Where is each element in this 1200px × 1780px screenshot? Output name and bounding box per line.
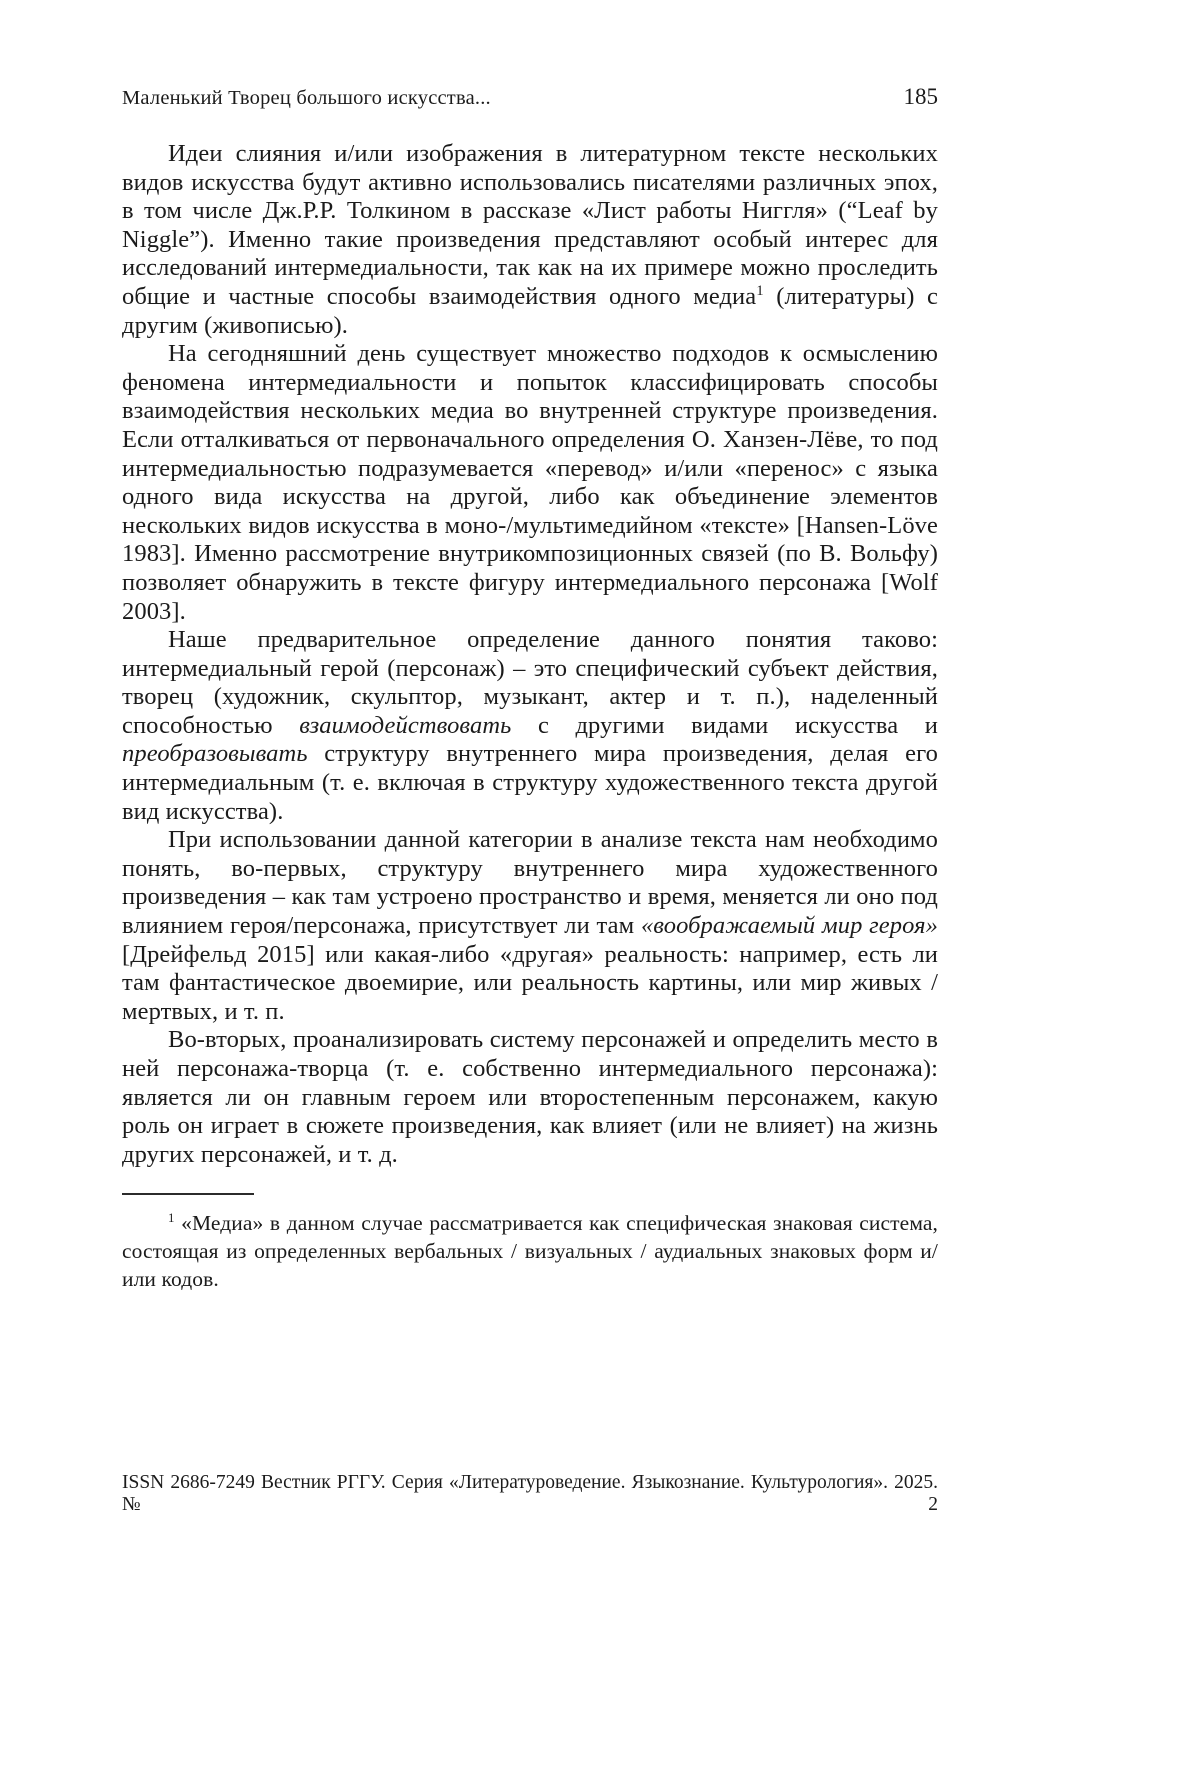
paragraph	[122, 626, 938, 826]
body-segment: [Дрейфельд 2015] или какая-либо «другая» реальность: например, есть ли там фантастическое двоемирие, или реальность картины, или мир живых / мертвых, и т. п.	[122, 940, 938, 1025]
footnote-separator	[122, 1193, 254, 1195]
footnote	[122, 1209, 938, 1293]
footer-text: ISSN 2686-7249 Вестник РГГУ. Серия «Литературоведение. Языкознание. Культурология». 2025. № 2	[122, 1472, 938, 1515]
paragraph	[122, 826, 938, 1026]
body-segment: Во-вторых, проанализировать систему персонажей и определить место в ней персонажа-творца (т. е. собственно интермедиального персонажа): является ли он главным героем или второстепенным персонажем, какую роль он играет в сюжете произведения, как влияет (или не влияет) на жизнь других персонажей, и т. д.	[122, 1026, 938, 1168]
footnote-marker: 1	[168, 1211, 175, 1226]
running-head	[122, 84, 938, 110]
body-segment: с другими видами искусства и	[511, 711, 938, 739]
italic-segment: «воображаемый мир героя»	[640, 912, 938, 940]
article-body	[122, 140, 938, 1169]
body-segment: На сегодняшний день существует множество подходов к осмыслению феномена интермедиальности и попыток классифицировать способы взаимодействия нескольких медиа во внутренней структуре произведения. Если отталкиваться от первоначального определения О. Ханзен-Лёве, то под интермедиальностью подразумевается «перевод» и/или «перенос» с языка одного вида искусства на другой, либо как объединение элементов нескольких видов искусства в моно-/мультимедийном «тексте» [Hansen-Löve 1983]. Именно рассмотрение внутрикомпозиционных связей (по В. Вольфу) позволяет обнаружить в тексте фигуру интермедиального персонажа [Wolf 2003].	[122, 340, 938, 625]
body-segment: (литературы) с другим (живописью).	[122, 282, 938, 339]
footnote-ref-superscript: 1	[756, 282, 764, 299]
paragraph	[122, 1026, 938, 1169]
footnote-text: «Медиа» в данном случае рассматривается как специфическая знаковая система, состоящая из определенных вербальных / визуальных / аудиальных знаковых форм и/или кодов.	[122, 1211, 938, 1292]
body-segment: Наше предварительное определение данного понятия таково: интермедиальный герой (персонаж) – это специфический субъект действия, творец (художник, скульптор, музыкант, актер и т. п.), наделенный способностью	[122, 626, 938, 739]
running-title: Маленький Творец большого искусства...	[122, 87, 491, 109]
italic-segment: взаимодействовать	[299, 711, 512, 739]
page-number: 185	[903, 84, 938, 109]
footnote-area	[122, 1193, 938, 1293]
paragraph	[122, 140, 938, 340]
paragraph	[122, 340, 938, 626]
body-segment: При использовании данной категории в анализе текста нам необходимо понять, во-первых, структуру внутреннего мира художественного произведения – как там устроено пространство и время, меняется ли оно под влиянием героя/персонажа, присутствует ли там	[122, 826, 938, 940]
italic-segment: преобразовывать	[122, 740, 308, 768]
body-segment: структуру внутреннего мира произведения, делая его интермедиальным (т. е. включая в структуру художественного текста другой вид искусства).	[122, 740, 938, 825]
page-footer	[122, 1472, 938, 1516]
body-segment: Идеи слияния и/или изображения в литературном тексте нескольких видов искусства будут активно использовались писателями различных эпох, в том числе Дж.Р.Р. Толкином в рассказе «Лист работы Ниггля» (“Leaf by Niggle”). Именно такие произведения представляют особый интерес для исследований интермедиальности, так как на их примере можно проследить общие и частные способы взаимодействия одного медиа	[122, 140, 938, 310]
